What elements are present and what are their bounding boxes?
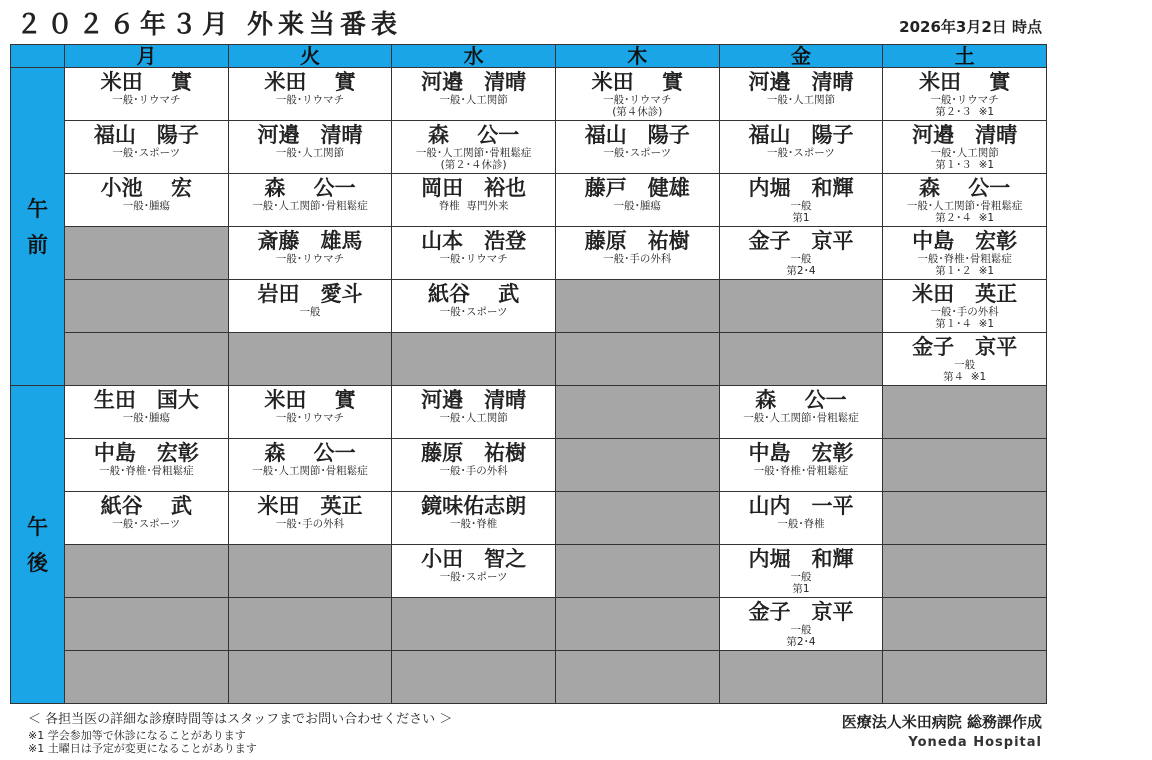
doctor-specialty: 一般･リウマチ — [275, 94, 345, 106]
doctor-name: 山本 浩登 — [421, 229, 527, 253]
empty-slot — [228, 598, 392, 651]
empty-slot — [392, 651, 556, 704]
doctor-name: 森 公一 — [918, 176, 1011, 200]
empty-slot — [555, 545, 719, 598]
doctor-specialty: 一般･手の外科 第１･４ ※1 — [930, 306, 999, 330]
doctor-slot — [392, 386, 556, 439]
doctor-specialty: 一般 第４ ※1 — [943, 359, 987, 383]
doctor-specialty: 一般･人工関節 — [439, 412, 508, 424]
day-header: 月 — [65, 45, 229, 68]
doctor-slot — [883, 333, 1047, 386]
doctor-name: 森 公一 — [264, 441, 356, 465]
doctor-specialty: 一般･スポーツ — [112, 518, 181, 530]
doctor-slot — [228, 68, 392, 121]
doctor-name: 内堀 和輝 — [748, 547, 854, 571]
doctor-specialty: 脊椎 専門外来 — [438, 200, 509, 212]
empty-slot — [883, 598, 1047, 651]
doctor-name: 金子 京平 — [748, 229, 854, 253]
doctor-slot — [719, 174, 883, 227]
doctor-specialty: 一般･人工関節･骨粗鬆症 — [743, 412, 859, 424]
doctor-name: 中島 宏彰 — [748, 441, 854, 465]
empty-slot — [555, 598, 719, 651]
inquiry-note: ＜ 各担当医の詳細な診療時間等はスタッフまでお問い合わせください ＞ — [28, 712, 453, 727]
doctor-name: 米田 實 — [100, 70, 192, 94]
doctor-name: 河邉 清晴 — [912, 123, 1018, 147]
schedule-row-am — [11, 227, 1047, 280]
schedule-row-pm — [11, 439, 1047, 492]
schedule-row-am — [11, 280, 1047, 333]
doctor-name: 紙谷 武 — [100, 494, 192, 518]
day-header: 木 — [555, 45, 719, 68]
doctor-name: 金子 京平 — [748, 600, 854, 624]
doctor-specialty: 一般 — [299, 306, 321, 318]
empty-slot — [555, 651, 719, 704]
doctor-slot — [555, 227, 719, 280]
doctor-specialty: 一般･人工関節 — [766, 94, 836, 106]
empty-slot — [883, 386, 1047, 439]
empty-slot — [555, 280, 719, 333]
doctor-specialty: 一般･手の外科 — [603, 253, 672, 265]
doctor-slot — [228, 492, 392, 545]
doctor-name: 岩田 愛斗 — [257, 282, 363, 306]
doctor-specialty: 一般 第2･4 — [786, 624, 816, 648]
doctor-specialty: 一般･スポーツ — [603, 147, 672, 159]
doctor-slot — [392, 121, 556, 174]
schedule-row-am — [11, 174, 1047, 227]
doctor-specialty: 一般 第1 — [790, 571, 812, 595]
doctor-name: 紙谷 武 — [427, 282, 520, 306]
doctor-slot — [65, 386, 229, 439]
doctor-slot — [65, 492, 229, 545]
hospital-name: Yoneda Hospital — [908, 735, 1042, 750]
as-of-date: 2026年3月2日 時点 — [899, 18, 1042, 36]
empty-slot — [555, 439, 719, 492]
doctor-slot — [392, 545, 556, 598]
organization-credit: 医療法人米田病院 総務課作成 — [841, 713, 1042, 731]
empty-slot — [555, 333, 719, 386]
doctor-specialty: 一般･人工関節･骨粗鬆症 (第２･４休診) — [415, 147, 532, 171]
doctor-slot — [392, 227, 556, 280]
schedule-row-pm — [11, 492, 1047, 545]
day-header-row — [11, 45, 1047, 68]
doctor-specialty: 一般･スポーツ — [112, 147, 181, 159]
doctor-name: 斎藤 雄馬 — [257, 229, 363, 253]
doctor-name: 小池 宏 — [100, 176, 192, 200]
doctor-name: 鏡味佑志朗 — [421, 494, 527, 518]
doctor-slot — [719, 68, 883, 121]
period-label-am: 午 前 — [11, 68, 65, 386]
empty-slot — [555, 492, 719, 545]
empty-slot — [65, 651, 229, 704]
doctor-name: 河邉 清晴 — [257, 123, 363, 147]
empty-slot — [65, 333, 229, 386]
doctor-name: 森 公一 — [755, 388, 847, 412]
doctor-name: 中島 宏彰 — [912, 229, 1018, 253]
doctor-slot — [883, 280, 1047, 333]
empty-slot — [719, 333, 883, 386]
doctor-slot — [555, 174, 719, 227]
empty-slot — [228, 545, 392, 598]
doctor-specialty: 一般･人工関節 第１･３ ※1 — [930, 147, 999, 171]
doctor-specialty: 一般･スポーツ — [439, 306, 508, 318]
empty-slot — [392, 598, 556, 651]
doctor-slot — [883, 68, 1047, 121]
doctor-specialty: 一般･脊椎 — [777, 518, 825, 530]
doctor-name: 河邉 清晴 — [421, 70, 527, 94]
footnote-1: ※1 学会参加等で休診になることがあります — [28, 729, 246, 742]
doctor-slot — [883, 227, 1047, 280]
doctor-name: 藤戸 健雄 — [584, 176, 690, 200]
doctor-slot — [555, 121, 719, 174]
doctor-name: 米田 英正 — [912, 282, 1018, 306]
doctor-specialty: 一般･人工関節 — [439, 94, 508, 106]
schedule-row-pm — [11, 598, 1047, 651]
doctor-slot — [719, 439, 883, 492]
doctor-slot — [392, 280, 556, 333]
empty-slot — [883, 492, 1047, 545]
doctor-slot — [392, 68, 556, 121]
doctor-slot — [228, 227, 392, 280]
doctor-slot — [65, 174, 229, 227]
doctor-name: 中島 宏彰 — [93, 441, 199, 465]
doctor-name: 米田 實 — [264, 70, 356, 94]
doctor-specialty: 一般･脊椎･骨粗鬆症 — [99, 465, 194, 477]
doctor-specialty: 一般･人工関節･骨粗鬆症 — [252, 200, 368, 212]
doctor-specialty: 一般･リウマチ (第４休診) — [603, 94, 672, 118]
doctor-specialty: 一般･脊椎 — [450, 518, 498, 530]
schedule-row-am — [11, 121, 1047, 174]
doctor-name: 河邉 清晴 — [748, 70, 854, 94]
schedule-table — [10, 44, 1047, 704]
day-header: 金 — [719, 45, 883, 68]
doctor-name: 内堀 和輝 — [748, 176, 854, 200]
empty-slot — [65, 598, 229, 651]
doctor-specialty: 一般･手の外科 — [439, 465, 508, 477]
doctor-name: 小田 智之 — [421, 547, 527, 571]
empty-slot — [883, 439, 1047, 492]
corner-cell — [11, 45, 65, 68]
footnote-2: ※1 土曜日は予定が変更になることがあります — [28, 742, 257, 755]
schedule-row-pm — [11, 545, 1047, 598]
empty-slot — [65, 280, 229, 333]
doctor-name: 金子 京平 — [912, 335, 1018, 359]
doctor-slot — [65, 439, 229, 492]
doctor-slot — [392, 439, 556, 492]
empty-slot — [719, 280, 883, 333]
doctor-specialty: 一般･スポーツ — [767, 147, 835, 159]
doctor-specialty: 一般･リウマチ — [275, 412, 345, 424]
doctor-name: 森 公一 — [264, 176, 356, 200]
doctor-specialty: 一般･腫瘍 — [122, 412, 170, 424]
doctor-specialty: 一般･腫瘍 — [613, 200, 661, 212]
doctor-slot — [65, 68, 229, 121]
doctor-specialty: 一般･リウマチ 第２･３ ※1 — [930, 94, 999, 118]
empty-slot — [883, 651, 1047, 704]
doctor-specialty: 一般･脊椎･骨粗鬆症 — [753, 465, 849, 477]
doctor-slot — [228, 386, 392, 439]
doctor-specialty: 一般･リウマチ — [439, 253, 508, 265]
schedule-row-am — [11, 333, 1047, 386]
empty-slot — [228, 651, 392, 704]
schedule-body — [11, 68, 1047, 704]
empty-slot — [883, 545, 1047, 598]
empty-slot — [65, 545, 229, 598]
doctor-specialty: 一般･人工関節･骨粗鬆症 — [252, 465, 368, 477]
doctor-slot — [719, 545, 883, 598]
doctor-specialty: 一般･人工関節 — [275, 147, 345, 159]
doctor-slot — [719, 492, 883, 545]
doctor-name: 米田 實 — [264, 388, 356, 412]
doctor-specialty: 一般･リウマチ — [112, 94, 181, 106]
doctor-specialty: 一般･人工関節･骨粗鬆症 第２･４ ※1 — [906, 200, 1023, 224]
doctor-slot — [719, 386, 883, 439]
day-header: 土 — [883, 45, 1047, 68]
doctor-slot — [228, 439, 392, 492]
empty-slot — [555, 386, 719, 439]
doctor-name: 米田 英正 — [257, 494, 363, 518]
schedule-row-am — [11, 68, 1047, 121]
doctor-specialty: 一般 第1 — [790, 200, 812, 224]
schedule-row-pm — [11, 386, 1047, 439]
day-header: 水 — [392, 45, 556, 68]
doctor-specialty: 一般･脊椎･骨粗鬆症 第１･２ ※1 — [917, 253, 1012, 277]
doctor-name: 森 公一 — [427, 123, 520, 147]
doctor-specialty: 一般･スポーツ — [439, 571, 508, 583]
doctor-slot — [883, 121, 1047, 174]
doctor-slot — [228, 280, 392, 333]
page-title: ２０２６年３月 外来当番表 — [16, 10, 403, 40]
doctor-specialty: 一般 第2･4 — [786, 253, 816, 277]
doctor-name: 米田 實 — [591, 70, 683, 94]
doctor-name: 福山 陽子 — [93, 123, 199, 147]
doctor-slot — [228, 174, 392, 227]
doctor-slot — [392, 174, 556, 227]
empty-slot — [719, 651, 883, 704]
doctor-name: 山内 一平 — [748, 494, 854, 518]
doctor-slot — [228, 121, 392, 174]
doctor-name: 生田 国大 — [93, 388, 199, 412]
doctor-slot — [719, 121, 883, 174]
doctor-slot — [392, 492, 556, 545]
doctor-specialty: 一般･リウマチ — [275, 253, 345, 265]
doctor-slot — [883, 174, 1047, 227]
doctor-name: 米田 實 — [918, 70, 1011, 94]
doctor-slot — [65, 121, 229, 174]
doctor-name: 福山 陽子 — [748, 123, 854, 147]
schedule-row-pm — [11, 651, 1047, 704]
doctor-specialty: 一般･手の外科 — [275, 518, 345, 530]
doctor-name: 藤原 祐樹 — [584, 229, 690, 253]
doctor-slot — [719, 598, 883, 651]
empty-slot — [228, 333, 392, 386]
doctor-name: 河邉 清晴 — [421, 388, 527, 412]
day-header: 火 — [228, 45, 392, 68]
doctor-specialty: 一般･腫瘍 — [122, 200, 170, 212]
doctor-slot — [555, 68, 719, 121]
period-label-pm: 午 後 — [11, 386, 65, 704]
empty-slot — [65, 227, 229, 280]
doctor-name: 福山 陽子 — [584, 123, 690, 147]
doctor-name: 藤原 祐樹 — [421, 441, 527, 465]
doctor-slot — [719, 227, 883, 280]
empty-slot — [392, 333, 556, 386]
doctor-name: 岡田 裕也 — [421, 176, 527, 200]
